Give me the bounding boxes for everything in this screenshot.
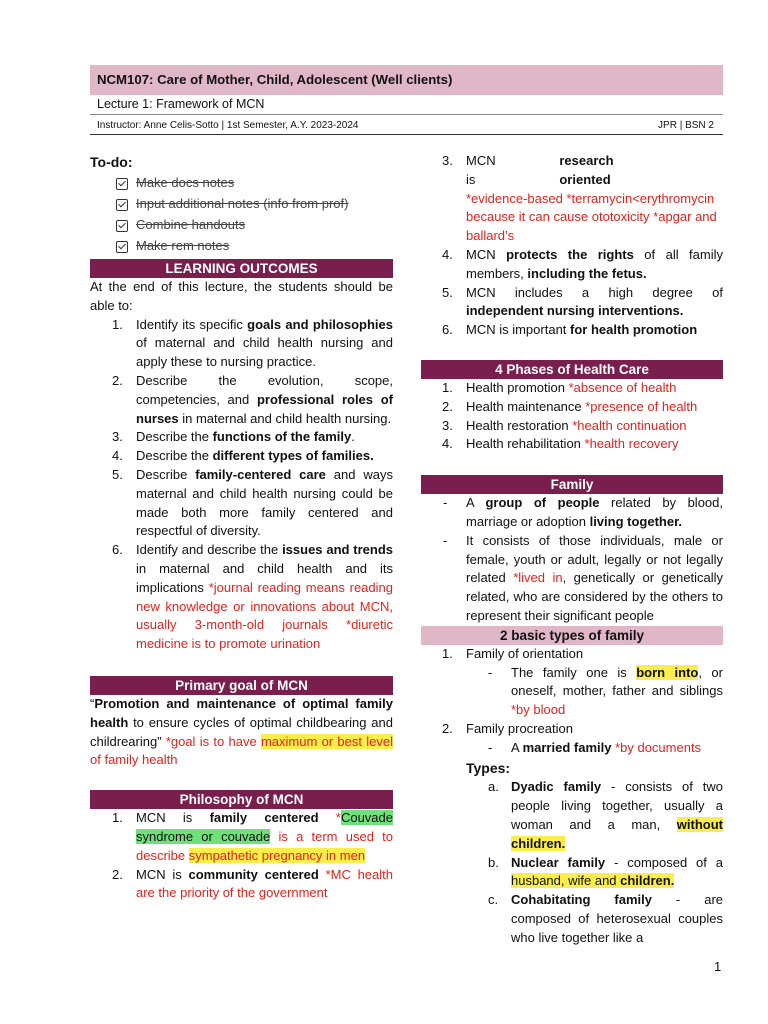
list-item: 5. Describe family-centered care and ways maternal and child health nursing could be made both more family centered and respectful of diversity.	[112, 466, 393, 539]
todo-title: To-do:	[90, 154, 133, 170]
phases-list	[421, 379, 723, 454]
list-item: a. Dyadic family - consists of two people living together, usually a woman and a man, without children.	[488, 779, 723, 851]
learning-outcomes-intro: At the end of this lecture, the students should be able to:	[90, 279, 393, 313]
list-item: 4. Health rehabilitation *health recovery	[442, 436, 679, 452]
primary-goal-heading: Primary goal of MCN	[90, 676, 393, 695]
list-item: 2. Family procreation	[442, 720, 573, 736]
philosophy-list-continued	[421, 152, 723, 340]
phases-heading: 4 Phases of Health Care	[421, 360, 723, 379]
list-item: 1. Family of orientation	[442, 645, 584, 661]
list-item: 1. Health promotion *absence of health	[442, 379, 677, 395]
checkbox-checked-icon[interactable]	[116, 220, 128, 232]
divider-line	[90, 134, 723, 135]
list-item: 1. MCN is family centered *Couvade syndrome or couvade is a term used to describe sympathetic pregnancy in men	[112, 810, 393, 863]
divider-line	[90, 114, 723, 115]
basic-types-list	[421, 720, 723, 739]
course-title: NCM107: Care of Mother, Child, Adolescent (Well clients)	[97, 72, 453, 87]
list-item: - A married family *by documents	[488, 739, 702, 755]
todo-item[interactable]: Make docs notes	[116, 173, 393, 194]
list-item: 2. MCN is community centered *MC health are the priority of the government	[112, 866, 393, 901]
checkbox-checked-icon[interactable]	[116, 178, 128, 190]
basic-types-list	[421, 645, 723, 664]
list-item: 6. Identify and describe the issues and trends in maternal and child health and its implications *journal reading means reading new knowledge or innovations about MCN, usually 3-month-old journals *diuretic medicine is to promote urination	[112, 542, 393, 652]
list-item: 3. Describe the functions of the family.	[112, 429, 355, 445]
right-column	[421, 152, 723, 947]
list-item: 3. MCN is research oriented *evidence-based *terramycin<erythromycin because it can cause ototoxicity *apgar and ballard’s	[442, 153, 717, 244]
lecture-title: Lecture 1: Framework of MCN	[97, 97, 265, 111]
section-code: JPR | BSN 2	[658, 120, 714, 131]
types-subheading: Types:	[466, 759, 511, 776]
list-item: 2. Health maintenance *presence of health	[442, 398, 698, 414]
checkbox-checked-icon[interactable]	[116, 199, 128, 211]
list-item: 3. Health restoration *health continuation	[442, 417, 687, 433]
family-definition-list	[421, 494, 723, 626]
sub-list	[421, 739, 723, 758]
left-column	[90, 152, 393, 903]
basic-types-heading: 2 basic types of family	[421, 626, 723, 645]
list-item: 2. Describe the evolution, scope, competencies, and professional roles of nurses in maternal and child health nursing.	[112, 372, 393, 426]
todo-item[interactable]: Make rem notes	[116, 236, 393, 257]
page-number: 1	[714, 959, 722, 974]
todo-item[interactable]: Combine handouts	[116, 215, 393, 236]
annotation-note: *journal reading means reading new knowledge or innovations about MCN, usually 3-month-old journals *diuretic medicine is to promote urination	[136, 579, 393, 652]
list-item: - It consists of those individuals, male or female, youth or adult, legally or not legally related *lived in, genetically or genetically related, who are considered by the others to represent their significant people	[443, 532, 723, 623]
family-heading: Family	[421, 475, 723, 494]
todo-list	[116, 173, 393, 257]
list-item: 6. MCN is important for health promotion	[442, 322, 698, 338]
philosophy-list	[90, 809, 393, 903]
list-item: b. Nuclear family - composed of a husband, wife and children.	[488, 854, 724, 889]
learning-outcomes-list	[90, 316, 393, 654]
family-types-list	[421, 778, 723, 947]
list-item: - A group of people related by blood, marriage or adoption living together.	[443, 495, 724, 529]
learning-outcomes-heading: LEARNING OUTCOMES	[90, 259, 393, 278]
instructor-info: Instructor: Anne Celis-Sotto | 1st Semester, A.Y. 2023-2024	[97, 120, 359, 131]
list-item: c. Cohabitating family - are composed of heterosexual couples who live together like a	[488, 892, 723, 945]
philosophy-heading: Philosophy of MCN	[90, 790, 393, 809]
checkbox-checked-icon[interactable]	[116, 241, 128, 253]
list-item: 4. Describe the different types of families.	[112, 448, 374, 464]
list-item: 4. MCN protects the rights of all family members, including the fetus.	[442, 246, 723, 281]
todo-item[interactable]: Input additional notes (info from prof)	[116, 194, 393, 215]
sub-list	[421, 664, 723, 720]
primary-goal-text: “Promotion and maintenance of optimal family health to ensure cycles of optimal childbearing and childrearing” *goal is to have maximum or best level of family health	[90, 695, 393, 768]
list-item: 5. MCN includes a high degree of independent nursing interventions.	[442, 284, 723, 319]
list-item: 1. Identify its specific goals and philosophies of maternal and child health nursing and apply these to nursing practice.	[112, 316, 393, 370]
list-item: - The family one is born into, or oneself, mother, father and siblings *by blood	[488, 664, 723, 718]
